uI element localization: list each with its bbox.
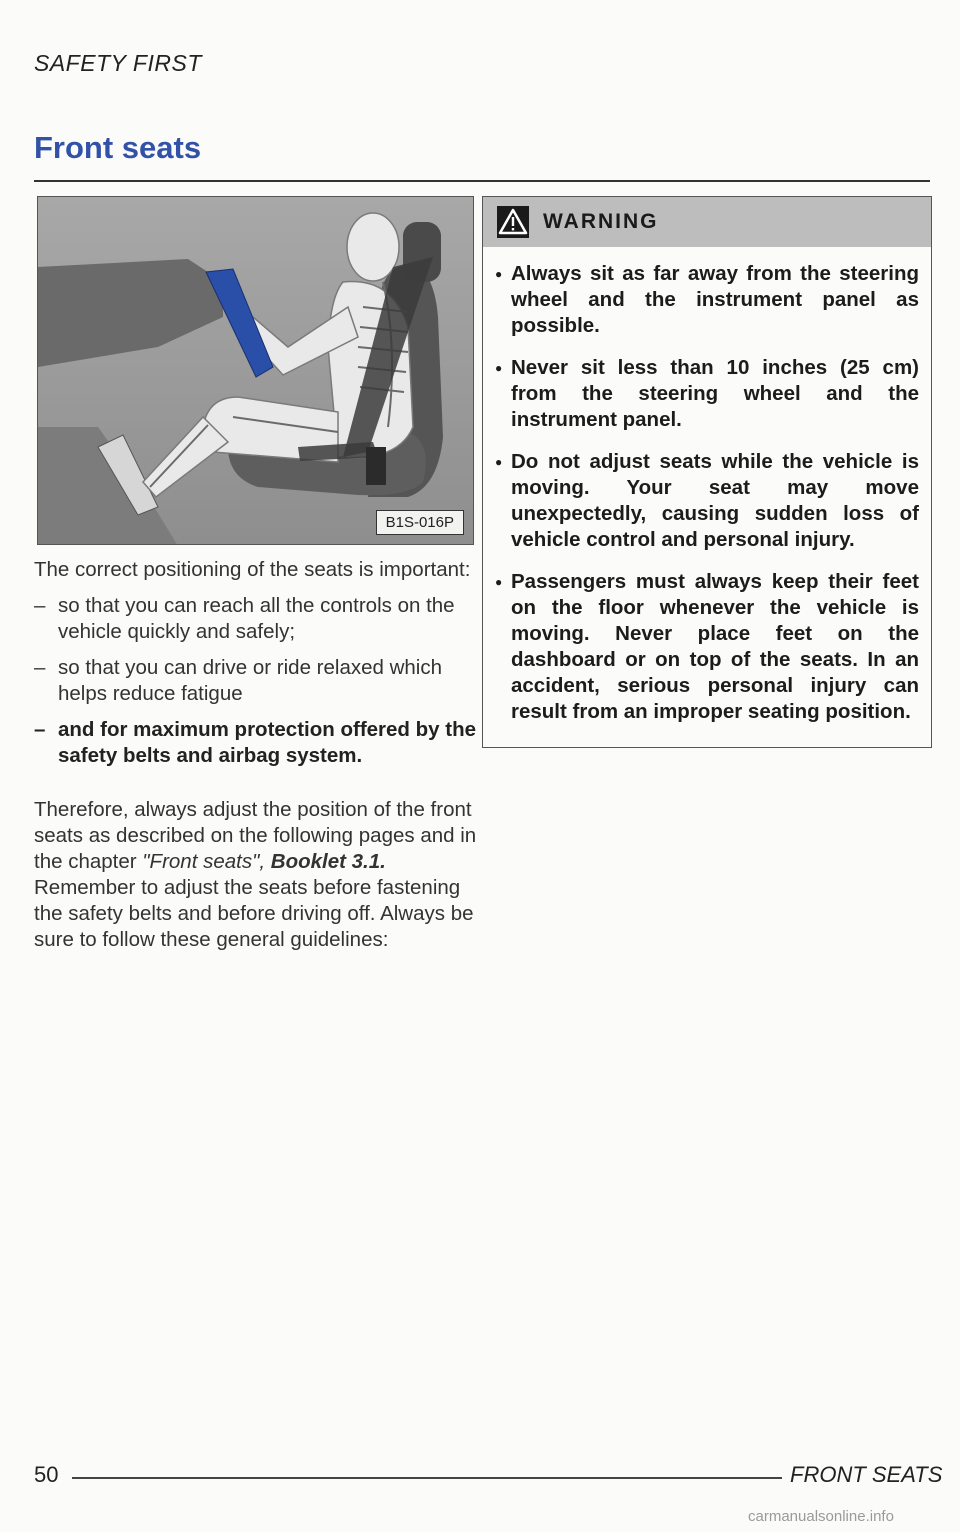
section-header: SAFETY FIRST [34,50,202,76]
reasons-list [34,593,478,769]
list-item: – and for maximum protection offered by the safety belts and airbag system. [34,717,478,769]
warning-item: ● Always sit as far away from the steering wheel and the instrument panel as possible. [497,261,919,339]
chapter-reference: "Front seats", [142,850,271,873]
footer-section-label: FRONT SEATS [790,1462,943,1487]
warning-item: ● Never sit less than 10 inches (25 cm) from the steering wheel and the instrument panel. [497,355,919,433]
warning-item: ● Passengers must always keep their feet on the floor whenever the vehicle is moving. Never place feet on the dashboard or on top of the seats. In an accident, serious personal injury can result from an improper seating position. [497,569,919,725]
watermark: carmanualsonline.info [748,1508,894,1525]
footer-rule [72,1477,782,1479]
seating-illustration [37,196,474,545]
warning-box [482,196,932,748]
paragraph-text: Therefore, always adjust the position of the front seats as described on the following pages and in the chapter [34,798,477,873]
list-item: – so that you can drive or ride relaxed which helps reduce fatigue [34,655,478,707]
warning-title: WARNING [543,210,659,233]
warning-triangle-icon [497,206,529,238]
list-item: – so that you can reach all the controls on the vehicle quickly and safely; [34,593,478,645]
left-column [34,557,478,953]
page-title: Front seats [34,130,202,165]
warning-header [483,197,931,247]
warning-item: ● Do not adjust seats while the vehicle is moving. Your seat may move unexpectedly, causing sudden loss of vehicle control and personal injury. [497,449,919,553]
intro-text: The correct positioning of the seats is important: [34,558,471,581]
booklet-reference: Booklet 3.1. [270,850,386,873]
seat-position-drawing [38,197,474,545]
page-number: 50 [34,1462,59,1487]
instructions-paragraph [34,797,478,875]
guidelines-paragraph: Remember to adjust the seats before fastening the safety belts and before driving off. Always be sure to follow these general guidelines: [34,876,474,951]
figure-code: B1S-016P [376,510,464,535]
warning-body [483,247,931,725]
title-rule [34,180,930,182]
